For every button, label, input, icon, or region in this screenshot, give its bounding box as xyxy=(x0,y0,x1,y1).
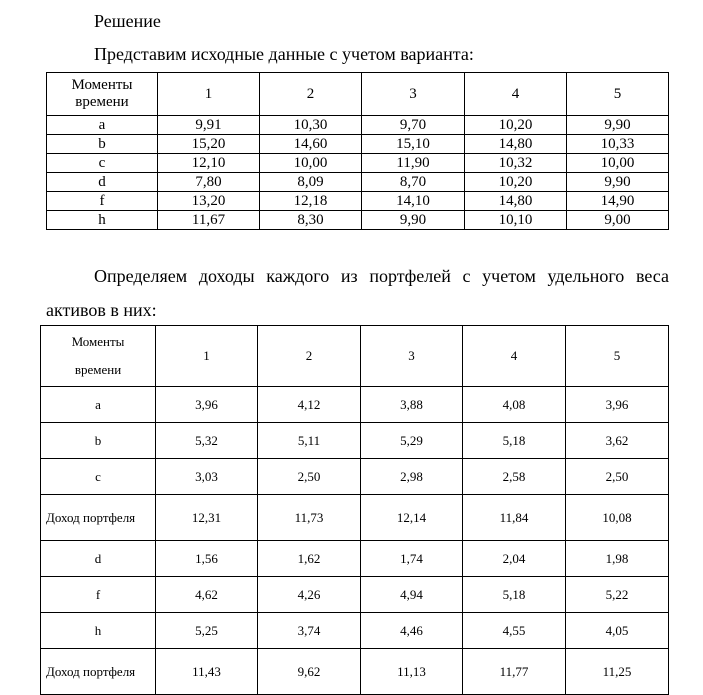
table-cell: 10,20 xyxy=(465,116,567,135)
table-cell: 13,20 xyxy=(158,192,260,211)
table-cell: 14,80 xyxy=(465,135,567,154)
table-cell: 5,11 xyxy=(258,423,361,459)
table-cell: 10,33 xyxy=(567,135,669,154)
table-cell: 4,55 xyxy=(463,613,566,649)
table-cell: 3,03 xyxy=(156,459,258,495)
paragraph-line-1: Определяем доходы каждого из портфелей с учетом удельного веса xyxy=(94,266,669,286)
table-cell: 14,80 xyxy=(465,192,567,211)
intro-text: Представим исходные данные с учетом варианта: xyxy=(94,44,474,64)
row-label: a xyxy=(47,116,158,135)
table-cell: 10,08 xyxy=(566,495,669,541)
header-label-line1: Моменты xyxy=(71,77,133,93)
table-row xyxy=(47,135,669,154)
table-cell: 12,18 xyxy=(260,192,362,211)
portfolio-income-table xyxy=(40,325,669,695)
header-label-cell xyxy=(47,73,158,116)
table-cell: 2,98 xyxy=(361,459,463,495)
table-cell: 11,43 xyxy=(156,649,258,695)
header-label-line2: времени xyxy=(74,362,122,377)
table-cell: 4,05 xyxy=(566,613,669,649)
table-cell: 5,18 xyxy=(463,577,566,613)
row-label: b xyxy=(41,423,156,459)
table-cell: 11,84 xyxy=(463,495,566,541)
table-cell: 4,12 xyxy=(258,387,361,423)
row-label: Доход портфеля xyxy=(41,649,156,695)
row-label: a xyxy=(41,387,156,423)
table-cell: 3,74 xyxy=(258,613,361,649)
table-row xyxy=(41,387,669,423)
section-heading: Решение xyxy=(94,11,161,31)
table-cell: 11,77 xyxy=(463,649,566,695)
table-cell: 4,94 xyxy=(361,577,463,613)
column-header: 2 xyxy=(260,73,362,116)
row-label: f xyxy=(41,577,156,613)
column-header: 4 xyxy=(465,73,567,116)
paragraph-line-2: активов в них: xyxy=(46,300,157,320)
table-cell: 15,10 xyxy=(362,135,465,154)
column-header: 2 xyxy=(258,326,361,387)
table-header-row xyxy=(41,326,669,387)
table-cell: 4,08 xyxy=(463,387,566,423)
column-header: 1 xyxy=(158,73,260,116)
table-header-row xyxy=(47,73,669,116)
table-cell: 14,90 xyxy=(567,192,669,211)
row-label: c xyxy=(41,459,156,495)
table-cell: 3,88 xyxy=(361,387,463,423)
table-cell: 11,73 xyxy=(258,495,361,541)
table-cell: 14,60 xyxy=(260,135,362,154)
table-row xyxy=(47,154,669,173)
column-header: 3 xyxy=(361,326,463,387)
table-cell: 1,62 xyxy=(258,541,361,577)
table-cell: 15,20 xyxy=(158,135,260,154)
row-label: c xyxy=(47,154,158,173)
table-row xyxy=(41,613,669,649)
table-cell: 12,31 xyxy=(156,495,258,541)
source-data-table xyxy=(46,72,669,230)
table-cell: 4,26 xyxy=(258,577,361,613)
header-label-line2: времени xyxy=(75,94,129,110)
table-cell: 4,62 xyxy=(156,577,258,613)
table-cell: 12,10 xyxy=(158,154,260,173)
table-cell: 11,90 xyxy=(362,154,465,173)
table-cell: 7,80 xyxy=(158,173,260,192)
table-row xyxy=(47,116,669,135)
table-cell: 1,56 xyxy=(156,541,258,577)
table-cell: 3,96 xyxy=(156,387,258,423)
portfolio-total-row xyxy=(41,495,669,541)
table-row xyxy=(47,173,669,192)
table-row xyxy=(47,192,669,211)
table-cell: 10,00 xyxy=(260,154,362,173)
table-cell: 2,04 xyxy=(463,541,566,577)
table-cell: 9,90 xyxy=(567,116,669,135)
table-cell: 9,90 xyxy=(567,173,669,192)
table-cell: 10,00 xyxy=(567,154,669,173)
table-cell: 9,90 xyxy=(362,211,465,230)
row-label: b xyxy=(47,135,158,154)
table-row xyxy=(47,211,669,230)
header-label-line1: Моменты xyxy=(71,334,125,349)
row-label: f xyxy=(47,192,158,211)
column-header: 3 xyxy=(362,73,465,116)
table-cell: 11,13 xyxy=(361,649,463,695)
table-cell: 11,67 xyxy=(158,211,260,230)
row-label: h xyxy=(47,211,158,230)
row-label: h xyxy=(41,613,156,649)
table-cell: 2,50 xyxy=(258,459,361,495)
table-cell: 8,09 xyxy=(260,173,362,192)
table-cell: 2,50 xyxy=(566,459,669,495)
header-label-cell xyxy=(41,326,156,387)
column-header: 5 xyxy=(566,326,669,387)
table-cell: 5,25 xyxy=(156,613,258,649)
table-cell: 10,20 xyxy=(465,173,567,192)
table-cell: 8,30 xyxy=(260,211,362,230)
row-label: Доход портфеля xyxy=(41,495,156,541)
table-cell: 10,32 xyxy=(465,154,567,173)
portfolio-total-row xyxy=(41,649,669,695)
table-cell: 14,10 xyxy=(362,192,465,211)
table-cell: 9,91 xyxy=(158,116,260,135)
table-cell: 4,46 xyxy=(361,613,463,649)
table-row xyxy=(41,577,669,613)
column-header: 5 xyxy=(567,73,669,116)
table-cell: 9,00 xyxy=(567,211,669,230)
table-row xyxy=(41,541,669,577)
column-header: 4 xyxy=(463,326,566,387)
table-row xyxy=(41,423,669,459)
column-header: 1 xyxy=(156,326,258,387)
row-label: d xyxy=(47,173,158,192)
table-cell: 9,62 xyxy=(258,649,361,695)
table-cell: 5,32 xyxy=(156,423,258,459)
table-cell: 12,14 xyxy=(361,495,463,541)
table-cell: 5,29 xyxy=(361,423,463,459)
table-cell: 5,18 xyxy=(463,423,566,459)
table-cell: 5,22 xyxy=(566,577,669,613)
table-cell: 10,10 xyxy=(465,211,567,230)
table-cell: 11,25 xyxy=(566,649,669,695)
table-cell: 2,58 xyxy=(463,459,566,495)
row-label: d xyxy=(41,541,156,577)
table-cell: 3,96 xyxy=(566,387,669,423)
table-cell: 9,70 xyxy=(362,116,465,135)
table-cell: 1,74 xyxy=(361,541,463,577)
table-row xyxy=(41,459,669,495)
table-cell: 1,98 xyxy=(566,541,669,577)
table-cell: 10,30 xyxy=(260,116,362,135)
table-cell: 8,70 xyxy=(362,173,465,192)
table-cell: 3,62 xyxy=(566,423,669,459)
